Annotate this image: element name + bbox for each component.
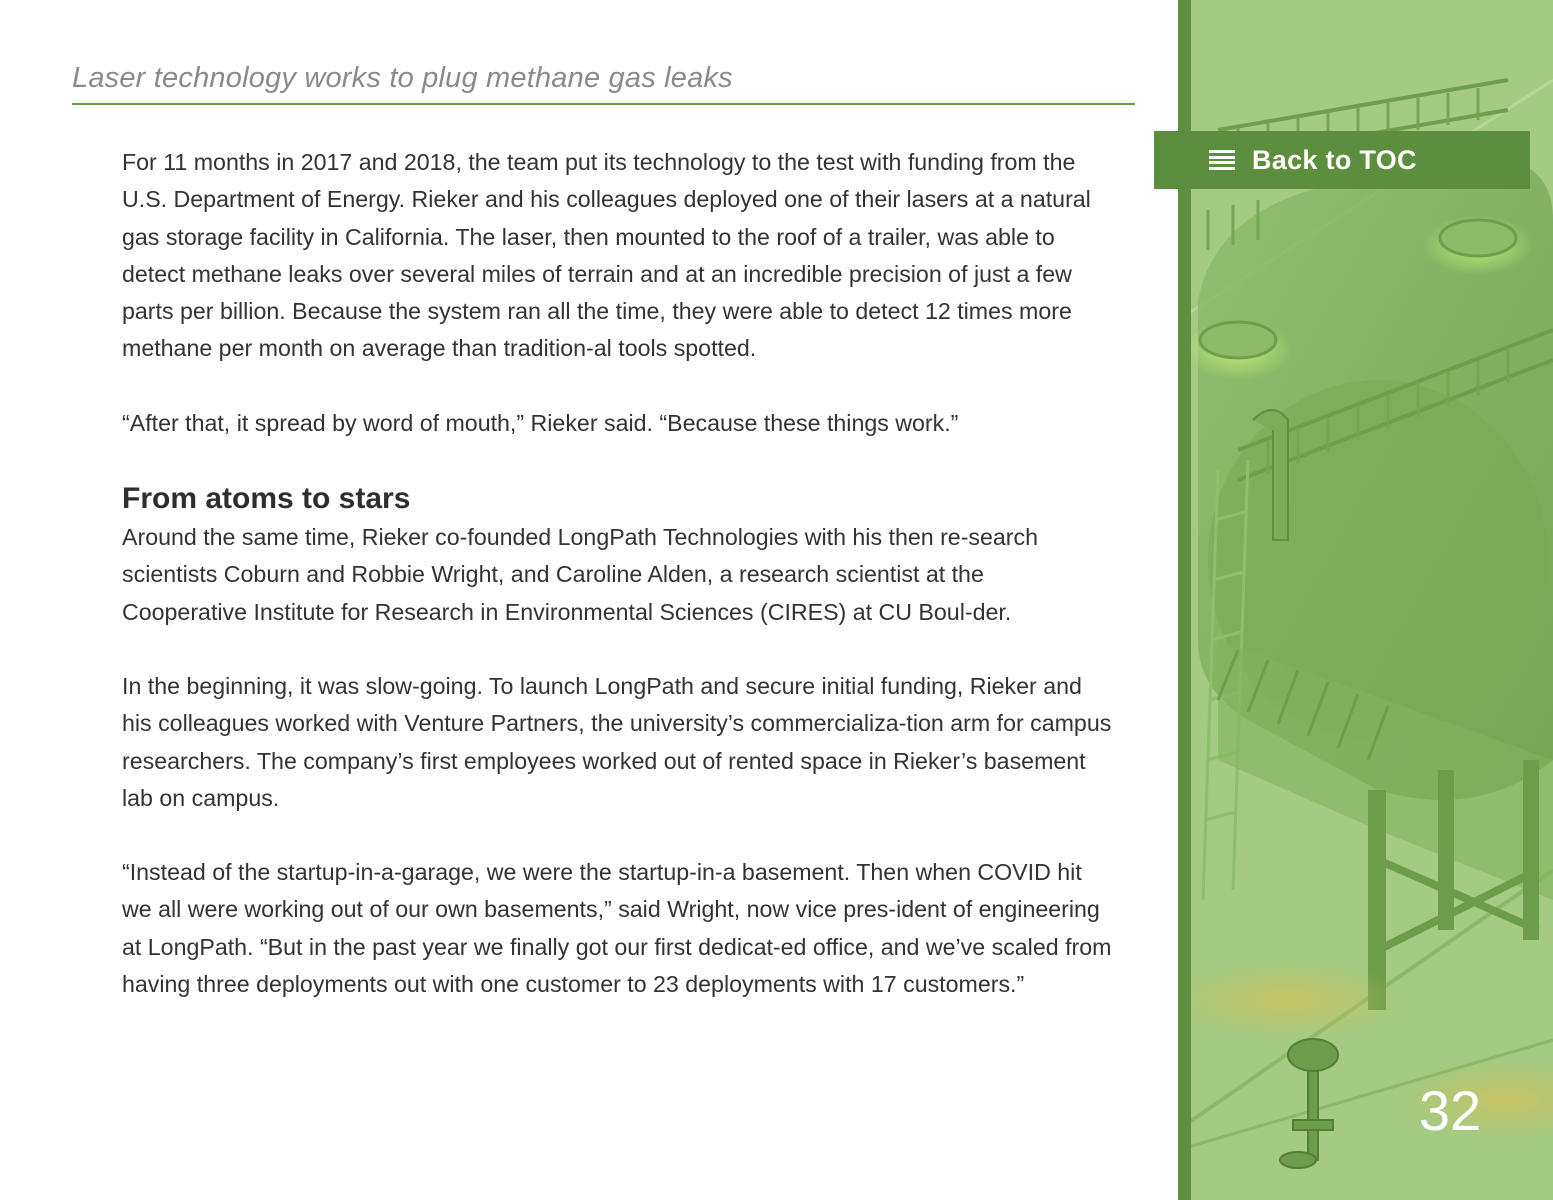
quote-1: “After that, it spread by word of mouth,” Rieker said. “Because these things work.” bbox=[122, 409, 959, 436]
paragraph-1: For 11 months in 2017 and 2018, the team put its technology to the test with funding from the U.S. Department of Energy. Rieker and his colleagues deployed one of their lasers at a natural gas storage facility in California. The laser, then mounted to the roof of a trailer, was able to detect methane leaks over several miles of terrain and at an incredible precision of just a few parts per billion. Because the system ran all the time, they were able to detect 12 times more methane per month on average than tradition-al tools spotted. bbox=[122, 149, 1091, 362]
running-title: Laser technology works to plug methane gas leaks bbox=[72, 62, 733, 94]
back-to-toc-button[interactable] bbox=[1154, 131, 1530, 189]
paragraph-2: Around the same time, Rieker co-founded LongPath Technologies with his then re-search scientists Coburn and Robbie Wright, and Caroline Alden, a research scientist at the Cooperative Institute for Research in Environmental Sciences (CIRES) at CU Boul-der. bbox=[122, 524, 1039, 625]
section-heading: From atoms to stars bbox=[122, 482, 411, 516]
article-body bbox=[122, 144, 1112, 1040]
page-number: 32 bbox=[1418, 1079, 1482, 1142]
paragraph-3: In the beginning, it was slow-going. To launch LongPath and secure initial funding, Rieker and his colleagues worked with Venture Partners, the university’s commercializa-tion arm for campus researchers. The company’s first employees worked out of rented space in Rieker’s basement lab on campus. bbox=[122, 672, 1112, 811]
back-to-toc-label: Back to TOC bbox=[1252, 144, 1417, 175]
paragraph-4: “Instead of the startup-in-a-garage, we were the startup-in-a basement. Then when COVID hit we all were working out of our own basements,” said Wright, now vice pres-ident of engineering at LongPath. “But in the past year we finally got our first dedicat-ed office, and we’ve scaled from having three deployments out with one customer to 23 deployments with 17 customers.” bbox=[122, 859, 1112, 998]
header-rule bbox=[72, 103, 1135, 105]
list-icon bbox=[1209, 150, 1235, 170]
